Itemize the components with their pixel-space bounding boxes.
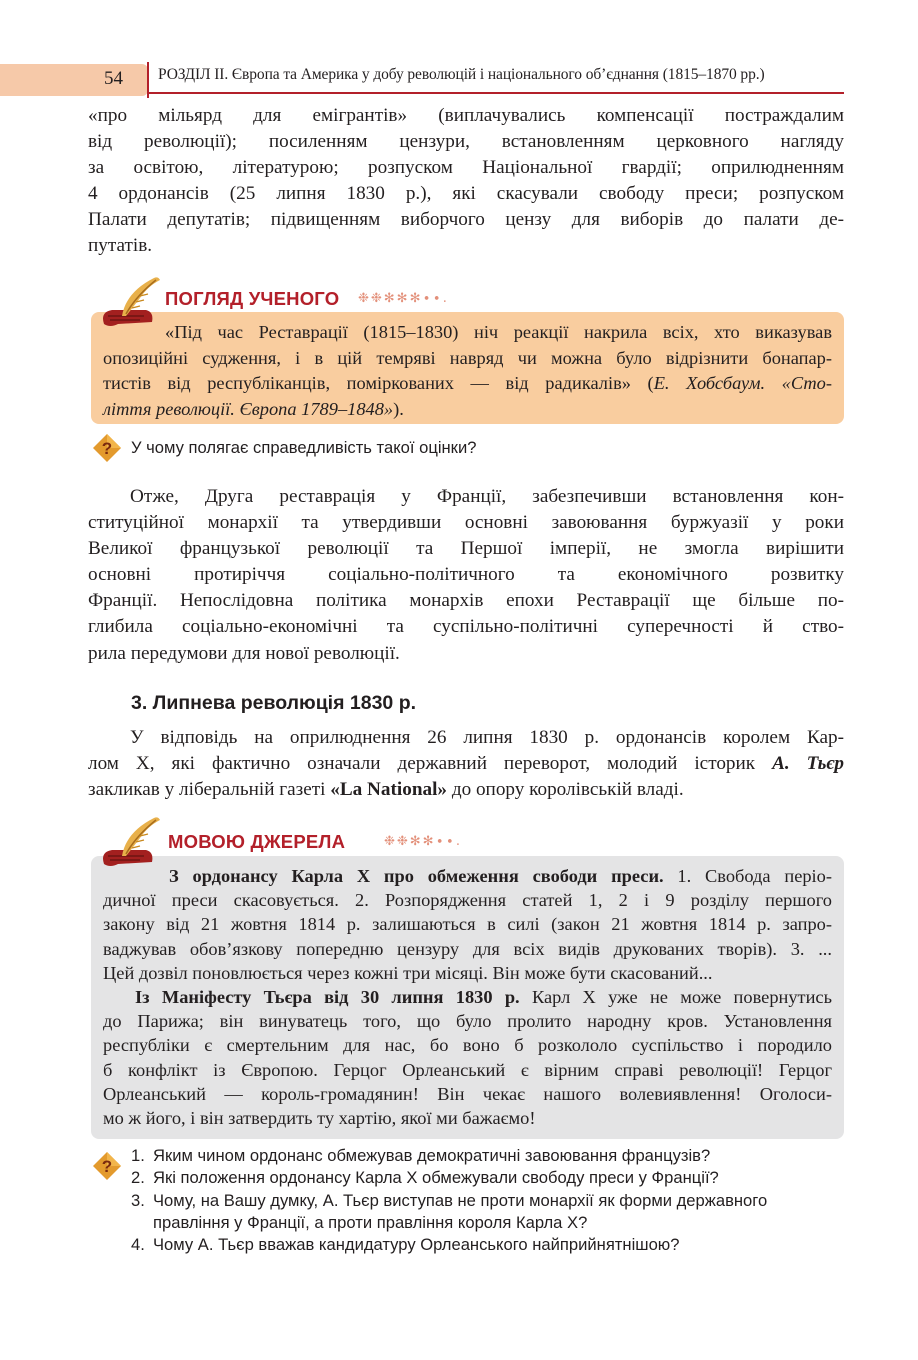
page-header — [0, 62, 918, 100]
quote-line: опозиційні судження, і в цій темряві навряд чи можна було відрізнити бонапар- — [103, 347, 832, 368]
source-questions-list — [131, 1145, 767, 1256]
ornament-decoration: ❉❉✻✻∙∙. — [384, 834, 462, 849]
source-ordinance — [103, 864, 832, 985]
list-item: 1. Яким чином ордонанс обмежував демократичні завоювання французів? — [131, 1146, 711, 1165]
source-line: закону від 21 жовтня 1814 р. залишаються в силі (закон 21 жовтня 1814 р. запро- — [103, 914, 832, 935]
text-line: 4 ордонансів (25 липня 1830 р.), які скасували свободу преси; розпуском — [88, 183, 844, 205]
text-line: рила передумови для нової революції. — [88, 642, 400, 664]
ornament-decoration: ❉❉✻✻✻∙∙. — [358, 291, 449, 306]
scholar-question: У чому полягає справедливість такої оцінки? — [131, 438, 477, 457]
sources-block-title: МОВОЮ ДЖЕРЕЛА — [168, 831, 346, 852]
summary-paragraph — [88, 484, 844, 667]
newspaper-name: «La National» — [330, 779, 448, 801]
question-diamond-icon — [92, 1151, 122, 1181]
list-item: 3. Чому, на Вашу думку, А. Тьєр виступав не проти монархії як форми державного правління у Франції, а проти правління короля Карла X? — [131, 1190, 768, 1232]
text-line: «про мільярд для емігрантів» (виплачувались компенсації постраждалим — [88, 105, 844, 126]
text-line: путатів. — [88, 235, 153, 257]
list-item: 4. Чому А. Тьєр вважав кандидатуру Орлеанського найприйнятнішою? — [131, 1235, 680, 1255]
text-line: У відповідь на оприлюднення 26 липня 1830 р. ордонансів королем Кар- — [130, 727, 844, 748]
text-line: Франції. Непослідовна політика монархів епохи Реставрації ще більше по- — [88, 590, 844, 612]
page-number: 54 — [104, 68, 123, 89]
source-line: до Парижа; він винуватець того, що було пролито народну кров. Установлення — [103, 1011, 832, 1032]
svg-text:?: ? — [101, 1157, 113, 1176]
source-line: республіки є смертельним для нас, бо воно б розкололо суспільство і породило — [103, 1035, 832, 1056]
quote-line: «Під час Реставрації (1815–1830) ніч реакції накрила всіх, хто виказував — [165, 322, 832, 342]
section3-paragraph — [88, 725, 844, 803]
quote-line: тистів від республіканців, поміркованих — від радикалів» (Е. Хобсбаум. «Сто- — [103, 373, 833, 394]
source-line: ваджував обов’язкову попередню цензуру для всіх видів друкованих творів). 3. ... — [103, 938, 832, 959]
text-line: глибила соціально-економічні та суспільно-політичні суперечності й ство- — [88, 616, 844, 638]
source-manifesto — [103, 985, 832, 1130]
quote-line: ліття революції. Європа 1789–1848»). — [103, 398, 404, 419]
scholar-quote — [103, 320, 832, 422]
intro-paragraph — [88, 103, 844, 260]
text-line: лом X, які фактично означали державний переворот, молодий історик А. Тьєр — [88, 753, 844, 775]
text-line: ституційної монархії та утвердивши основні завоювання буржуазії у роки — [88, 512, 844, 534]
source-line: Цей дозвіл поновлюється через кожні три місяці. Він може бути скасований... — [103, 962, 713, 983]
source-line: дичної преси скасовується. 2. Розпорядження статей 1, 2 і 9 розділу першого — [103, 890, 832, 911]
text-line: від революції); посиленням цензури, встановленням церковного нагляду — [88, 131, 844, 153]
running-head: РОЗДІЛ ІІ. Європа та Америка у добу революцій і національного об’єднання (1815–1870 рр.) — [158, 66, 765, 83]
page-number-tab — [0, 64, 148, 96]
list-item: 2. Які положення ордонансу Карла X обмежували свободу преси у Франції? — [131, 1168, 719, 1188]
text-line: закликав у ліберальній газеті «La National» до опору королівській владі. — [88, 779, 684, 801]
text-line: Великої французької революції та Першої імперії, не змогла вирішити — [88, 538, 844, 560]
source-line: б конфлікт із Європою. Герцог Орлеанський є вірним справі революції! Герцог — [103, 1059, 832, 1080]
section-heading: 3. Липнева революція 1830 р. — [131, 692, 417, 714]
text-line: Палати депутатів; підвищенням виборчого цензу для виборів до палати де- — [88, 209, 844, 231]
source-line: мо ж його, і він затвердить ту хартію, якої ми бажаємо! — [103, 1108, 536, 1129]
scholar-block-title: ПОГЛЯД УЧЕНОГО — [165, 288, 340, 309]
source-line: Орлеанський — король-громадянин! Він чекає нашого волевиявлення! Оголоси- — [103, 1083, 832, 1104]
header-rule — [147, 92, 844, 94]
question-diamond-icon — [92, 433, 122, 463]
svg-text:?: ? — [101, 439, 113, 458]
text-line: Отже, Друга реставрація у Франції, забезпечивши встановлення кон- — [130, 486, 844, 507]
source-line: З ордонансу Карла X про обмеження свободи преси. 1. Свобода періо- — [169, 866, 832, 886]
historian-name: А. Тьєр — [772, 753, 844, 775]
source-line: Із Маніфесту Тьєра від 30 липня 1830 р. Карл X уже не може повернутись — [135, 987, 832, 1007]
text-line: за освітою, літературою; розпуском Національної гвардії; оприлюдненням — [88, 157, 844, 179]
text-line: основні протиріччя соціально-політичного та економічного розвитку — [88, 564, 844, 586]
